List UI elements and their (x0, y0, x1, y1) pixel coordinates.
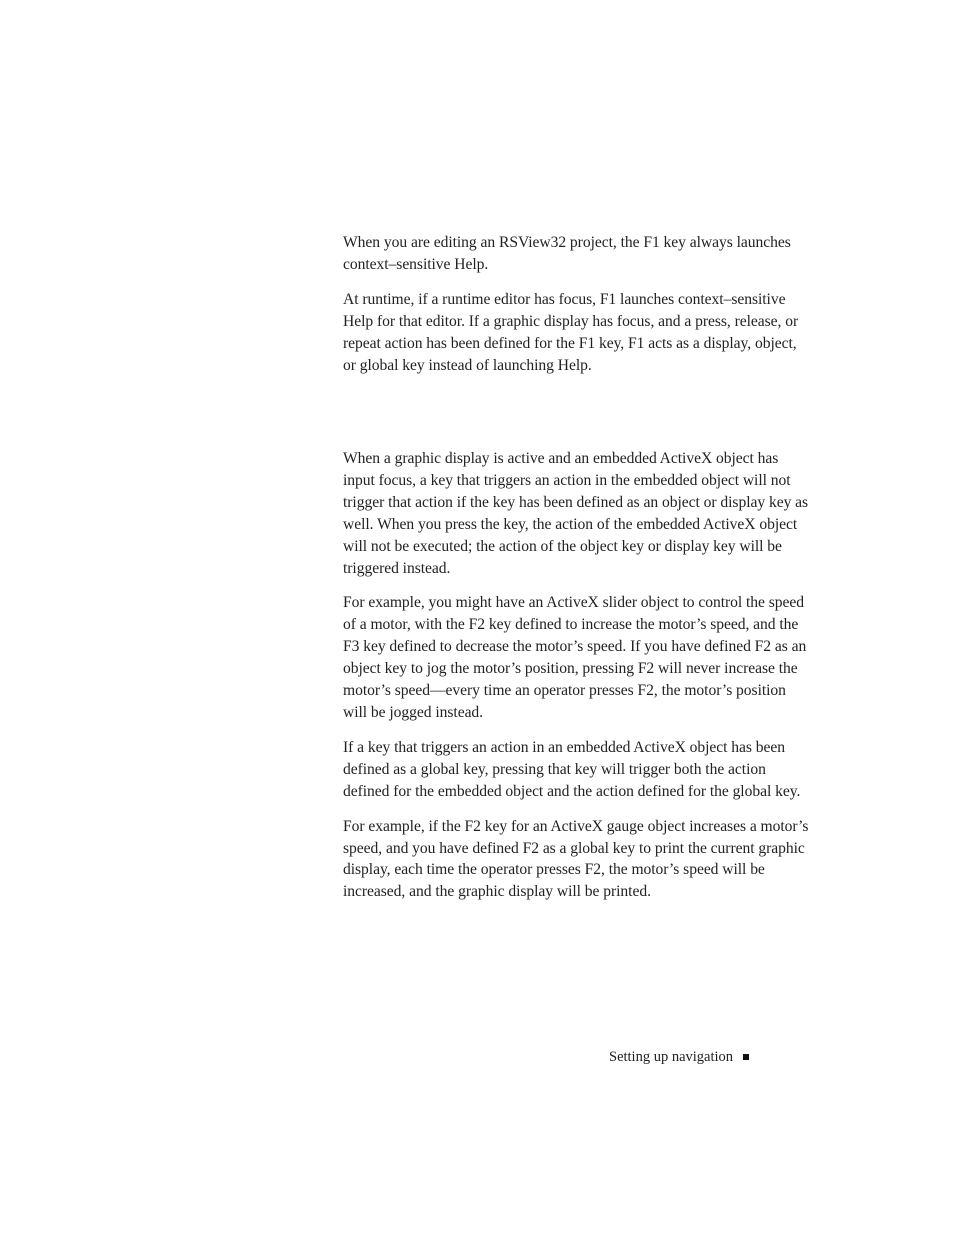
running-title: Setting up navigation (609, 1049, 734, 1065)
paragraph: If a key that triggers an action in an embedded ActiveX object has been defined as a global key, pressing that key will trigger both the action defined for the embedded object and the action defined for the global key. (343, 738, 801, 800)
paragraph: For example, you might have an ActiveX slider object to control the speed of a motor, with the F2 key defined to increase the motor’s speed, and the F3 key defined to decrease the motor’s speed. If you have defined F2 as an object key to jog the motor’s position, pressing F2 will never increase the motor’s speed—every time an operator presses F2, the motor’s position will be jogged instead. (343, 594, 807, 721)
square-bullet-icon (743, 1054, 749, 1060)
paragraph: When a graphic display is active and an embedded ActiveX object has input focus, a key that triggers an action in the embedded object will not trigger that action if the key has been defined as an object or display key as well. When you press the key, the action of the embedded ActiveX object will not be executed; the action of the object key or display key will be triggered instead. (343, 450, 809, 577)
activex-keys-section (343, 448, 809, 903)
page-footer (609, 1047, 749, 1067)
paragraph: For example, if the F2 key for an ActiveX gauge object increases a motor’s speed, and you have defined F2 as a global key to print the current graphic display, each time the operator presses F2, the motor’s speed will be increased, and the graphic display will be printed. (343, 817, 809, 901)
f1-help-section (343, 232, 809, 376)
paragraph: When you are editing an RSView32 project, the F1 key always launches context–sensitive Help. (343, 234, 791, 273)
paragraph: At runtime, if a runtime editor has focus, F1 launches context–sensitive Help for that editor. If a graphic display has focus, and a press, release, or repeat action has been defined for the F1 key, F1 acts as a display, object, or global key instead of launching Help. (343, 290, 799, 374)
